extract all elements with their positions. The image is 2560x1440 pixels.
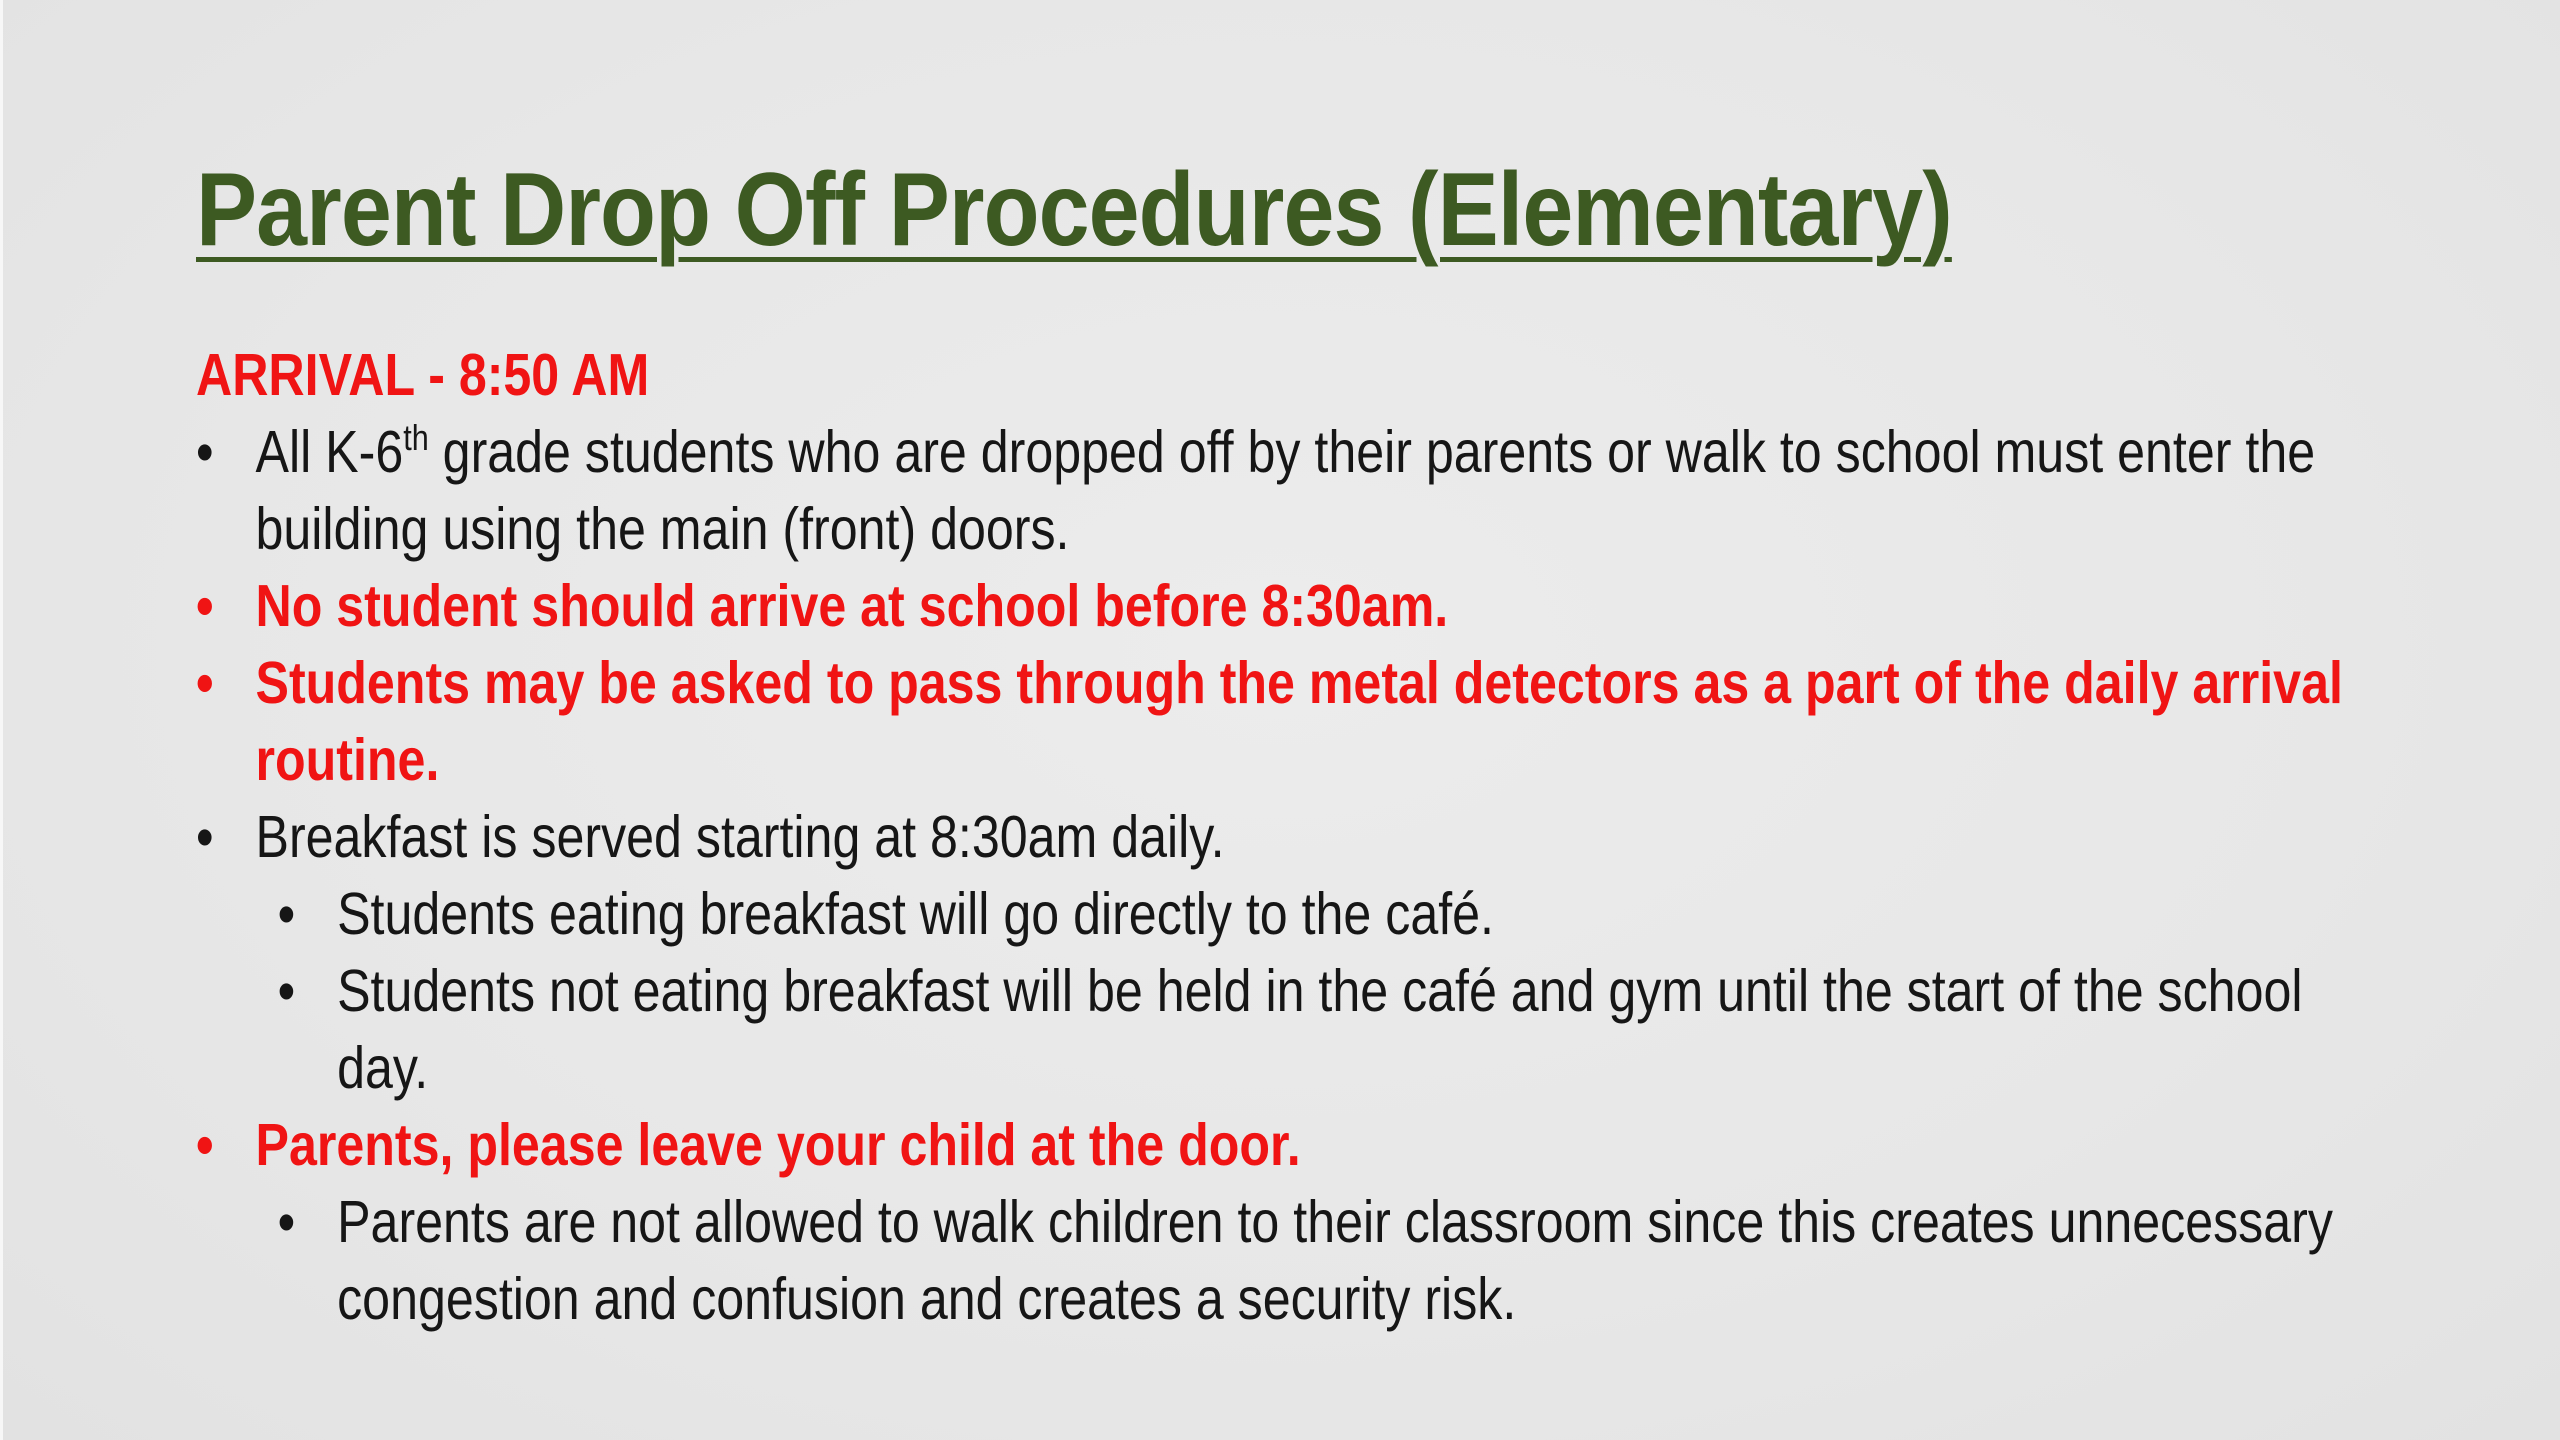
bullet-text: No student should arrive at school before 8:30am.: [255, 573, 1449, 639]
bullet-text: Students eating breakfast will go directly to the café.: [337, 881, 1494, 947]
bullet-icon: •: [196, 1112, 214, 1178]
bullet-icon: •: [196, 804, 214, 870]
bullet-icon: •: [196, 419, 214, 485]
bullet-text: Parents, please leave your child at the door.: [255, 1112, 1301, 1178]
sub-bullet-item-no-walking-to-classroom: [196, 1184, 2389, 1338]
bullet-text-superscript: th: [403, 417, 429, 458]
bullet-icon: •: [277, 1189, 296, 1255]
bullet-text-part: All K-6: [255, 419, 404, 485]
sub-bullet-item-eating-breakfast: [196, 876, 2389, 953]
slide-left-edge: [0, 0, 3, 1440]
bullet-icon: •: [196, 650, 214, 716]
bullet-text-part: grade students who are dropped off by their parents or walk to school must enter the building using the main (front) doors.: [255, 419, 2316, 562]
bullet-text: Parents are not allowed to walk children to their classroom since this creates unnecessary congestion and confusion and creates a security risk.: [337, 1189, 2333, 1332]
bullet-text: Students may be asked to pass through the metal detectors as a part of the daily arrival routine.: [255, 650, 2343, 793]
slide-body: [196, 337, 2389, 1338]
bullet-item-breakfast: [196, 799, 2389, 876]
bullet-icon: •: [277, 958, 296, 1024]
bullet-item-leave-at-door: [196, 1107, 2389, 1184]
sub-bullet-item-not-eating-breakfast: [196, 953, 2389, 1107]
arrival-heading: ARRIVAL - 8:50 AM: [196, 342, 650, 408]
bullet-item-metal-detectors: [196, 645, 2389, 799]
bullet-icon: •: [277, 881, 296, 947]
bullet-item-entry: [196, 414, 2389, 568]
bullet-text: Breakfast is served starting at 8:30am daily.: [255, 804, 1225, 870]
bullet-item-arrival-time: [196, 568, 2389, 645]
bullet-icon: •: [196, 573, 214, 639]
bullet-text: Students not eating breakfast will be held in the café and gym until the start of the school day.: [337, 958, 2303, 1101]
slide-title: Parent Drop Off Procedures (Elementary): [196, 152, 1952, 268]
